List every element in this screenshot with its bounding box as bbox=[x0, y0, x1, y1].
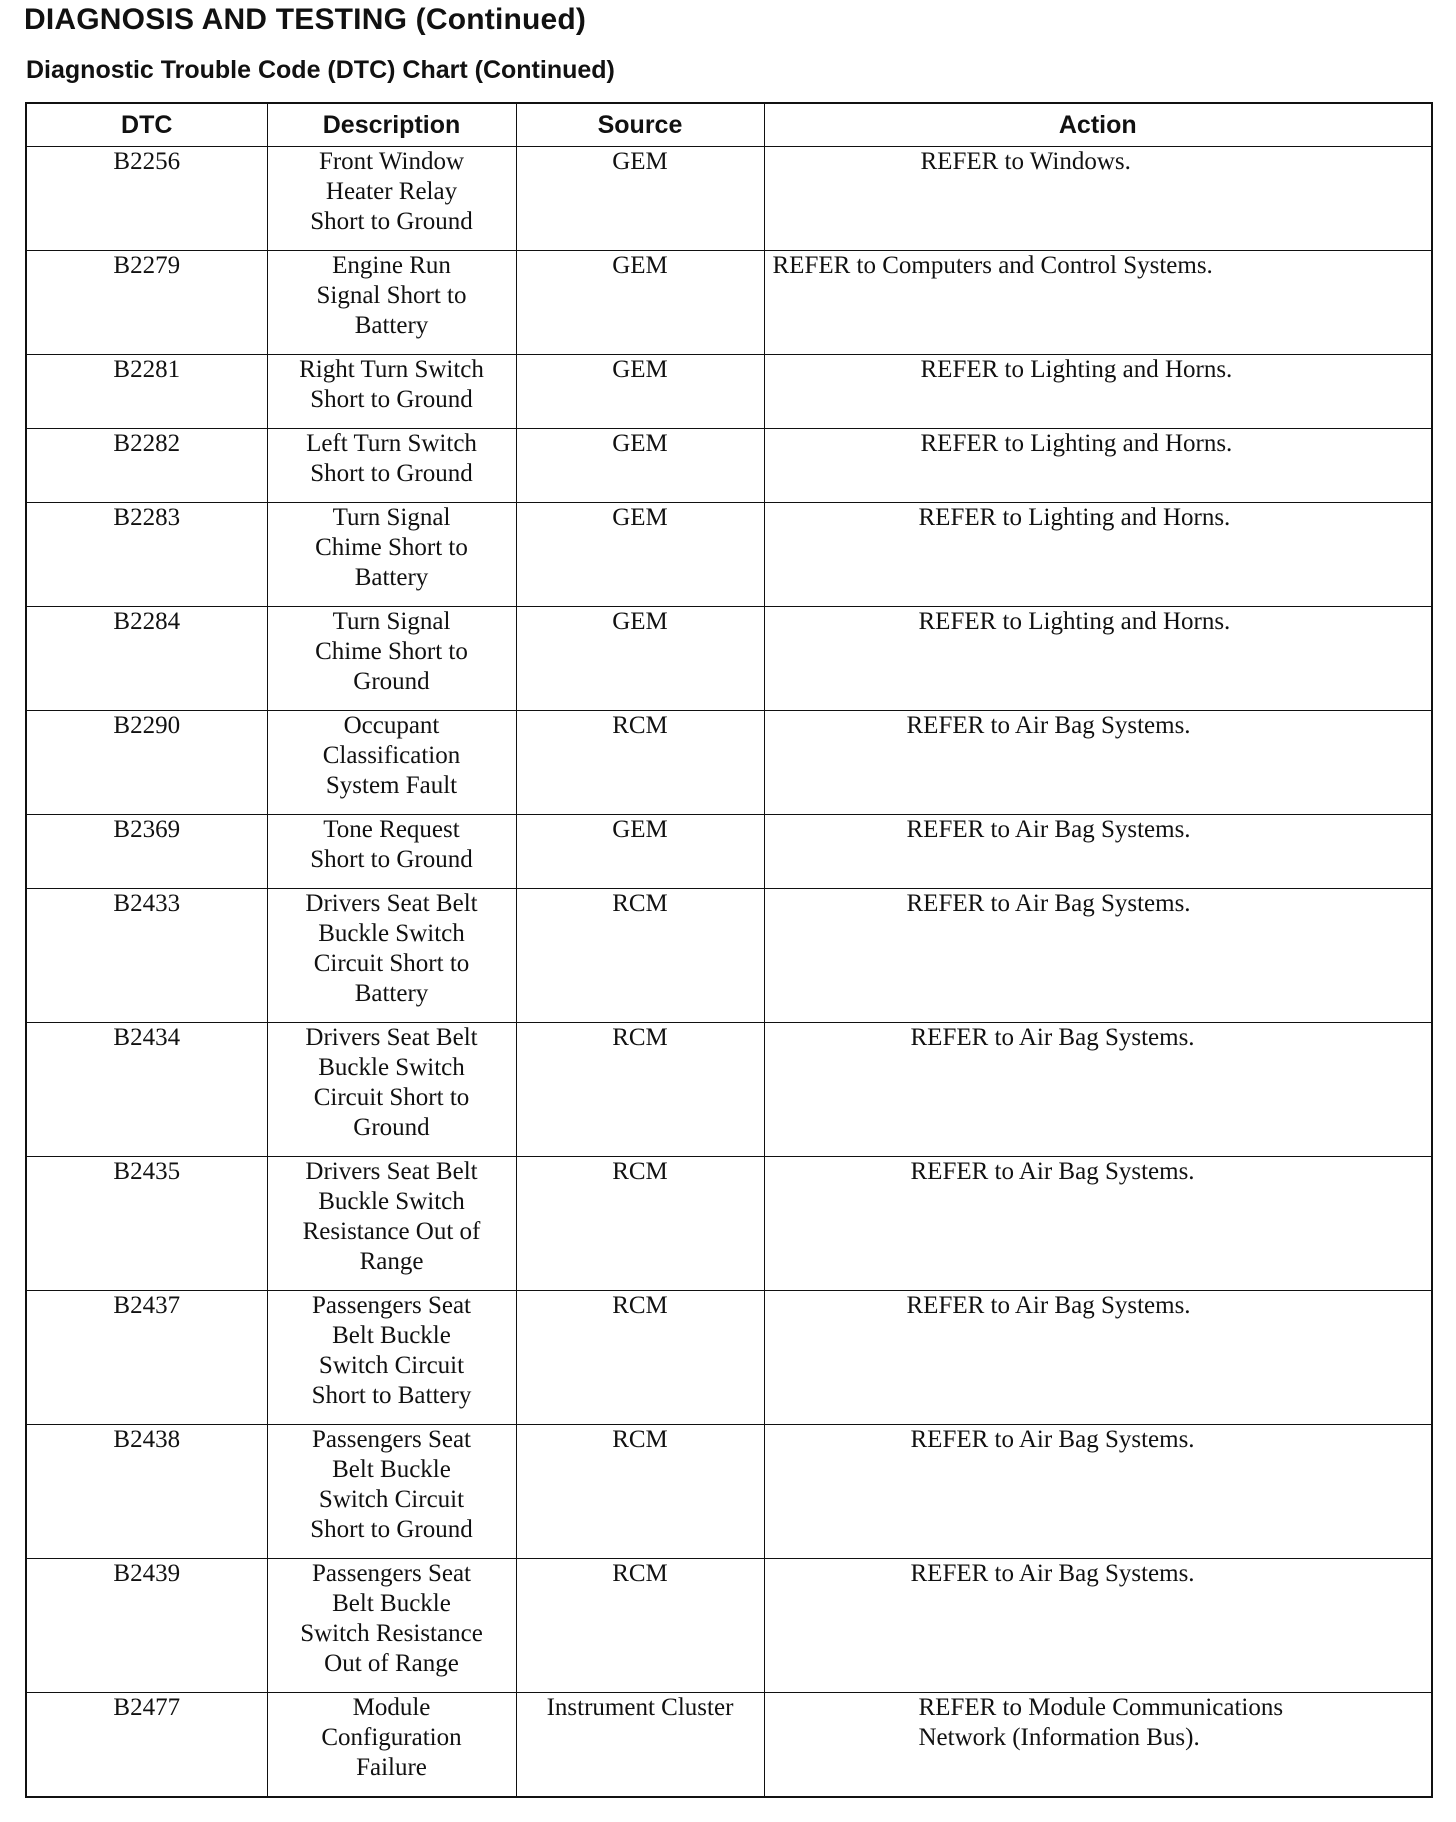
dtc-code-cell: B2290 bbox=[26, 711, 267, 815]
description-line: Battery bbox=[354, 564, 429, 591]
description-cell bbox=[267, 1425, 516, 1559]
source-cell: RCM bbox=[516, 1425, 764, 1559]
description-line: Battery bbox=[354, 312, 429, 339]
action-text: REFER to Lighting and Horns. bbox=[920, 430, 1233, 457]
source-cell: GEM bbox=[516, 251, 764, 355]
description-cell bbox=[267, 1291, 516, 1425]
action-cell bbox=[764, 1693, 1432, 1797]
description-cell bbox=[267, 607, 516, 711]
description-line: Left Turn Switch bbox=[306, 430, 477, 457]
action-text: REFER to Computers and Control Systems. bbox=[772, 252, 1213, 279]
description-cell bbox=[267, 815, 516, 889]
description-line: Switch Circuit bbox=[318, 1486, 465, 1513]
description-line: Battery bbox=[354, 980, 429, 1007]
dtc-code-cell: B2281 bbox=[26, 355, 267, 429]
action-text: REFER to Air Bag Systems. bbox=[910, 1560, 1195, 1587]
dtc-code-cell: B2435 bbox=[26, 1157, 267, 1291]
action-cell bbox=[764, 429, 1432, 503]
action-cell bbox=[764, 1023, 1432, 1157]
description-line: Ground bbox=[353, 668, 430, 695]
description-cell bbox=[267, 1559, 516, 1693]
description-cell bbox=[267, 429, 516, 503]
page-title: DIAGNOSIS AND TESTING (Continued) bbox=[24, 3, 587, 36]
source-cell: RCM bbox=[516, 1291, 764, 1425]
action-text: REFER to Air Bag Systems. bbox=[906, 816, 1191, 843]
description-cell bbox=[267, 251, 516, 355]
table-row bbox=[26, 1157, 1432, 1291]
description-line: Ground bbox=[353, 1114, 430, 1141]
description-line: Passengers Seat bbox=[312, 1426, 471, 1453]
action-cell bbox=[764, 1559, 1432, 1693]
description-line: Occupant bbox=[343, 712, 440, 739]
action-cell bbox=[764, 147, 1432, 251]
source-cell: GEM bbox=[516, 355, 764, 429]
description-line: Tone Request bbox=[323, 816, 460, 843]
description-line: Failure bbox=[356, 1754, 427, 1781]
source-cell: GEM bbox=[516, 429, 764, 503]
table-row bbox=[26, 251, 1432, 355]
description-line: Configuration bbox=[321, 1724, 462, 1751]
dtc-code-cell: B2433 bbox=[26, 889, 267, 1023]
action-text: REFER to Air Bag Systems. bbox=[910, 1158, 1195, 1185]
description-cell bbox=[267, 889, 516, 1023]
source-cell: GEM bbox=[516, 815, 764, 889]
action-text: REFER to Lighting and Horns. bbox=[920, 356, 1233, 383]
table-row bbox=[26, 429, 1432, 503]
description-line: Passengers Seat bbox=[312, 1560, 471, 1587]
description-line: Chime Short to bbox=[315, 534, 468, 561]
action-cell bbox=[764, 503, 1432, 607]
table-row bbox=[26, 1693, 1432, 1797]
action-cell bbox=[764, 1291, 1432, 1425]
description-cell bbox=[267, 1693, 516, 1797]
description-cell bbox=[267, 147, 516, 251]
description-cell bbox=[267, 711, 516, 815]
description-line: Drivers Seat Belt bbox=[305, 890, 478, 917]
action-text: REFER to Lighting and Horns. bbox=[918, 608, 1231, 635]
description-line: Right Turn Switch bbox=[299, 356, 484, 383]
description-line: Short to Ground bbox=[310, 1516, 473, 1543]
table-row bbox=[26, 1023, 1432, 1157]
column-header-source: Source bbox=[516, 103, 764, 147]
dtc-code-cell: B2439 bbox=[26, 1559, 267, 1693]
table-row bbox=[26, 1559, 1432, 1693]
table-row bbox=[26, 711, 1432, 815]
description-line: Engine Run bbox=[332, 252, 451, 279]
dtc-code-cell: B2279 bbox=[26, 251, 267, 355]
description-line: Circuit Short to bbox=[313, 950, 470, 977]
description-line: Front Window bbox=[318, 148, 465, 175]
description-line: Short to Ground bbox=[310, 208, 473, 235]
description-line: Switch Circuit bbox=[318, 1352, 465, 1379]
dtc-code-cell: B2369 bbox=[26, 815, 267, 889]
description-line: Range bbox=[359, 1248, 424, 1275]
description-line: Signal Short to bbox=[316, 282, 467, 309]
table-header-row bbox=[26, 103, 1432, 147]
source-cell: Instrument Cluster bbox=[516, 1693, 764, 1797]
table-row bbox=[26, 147, 1432, 251]
source-cell: RCM bbox=[516, 711, 764, 815]
action-cell bbox=[764, 889, 1432, 1023]
source-cell: RCM bbox=[516, 1559, 764, 1693]
action-text: REFER to Module Communications Network (Information Bus). bbox=[918, 1694, 1284, 1751]
description-line: Belt Buckle bbox=[332, 1590, 451, 1617]
action-text: REFER to Windows. bbox=[920, 148, 1131, 175]
description-line: Drivers Seat Belt bbox=[305, 1158, 478, 1185]
description-line: Heater Relay bbox=[325, 178, 458, 205]
dtc-code-cell: B2477 bbox=[26, 1693, 267, 1797]
dtc-chart-table bbox=[25, 102, 1433, 1798]
description-line: Chime Short to bbox=[315, 638, 468, 665]
description-line: Turn Signal bbox=[332, 504, 451, 531]
action-cell bbox=[764, 1425, 1432, 1559]
column-header-description: Description bbox=[267, 103, 516, 147]
action-text: REFER to Air Bag Systems. bbox=[910, 1426, 1195, 1453]
source-cell: RCM bbox=[516, 889, 764, 1023]
action-cell bbox=[764, 711, 1432, 815]
description-line: Short to Ground bbox=[310, 846, 473, 873]
description-line: Buckle Switch bbox=[318, 1188, 465, 1215]
description-line: Belt Buckle bbox=[332, 1456, 451, 1483]
source-cell: GEM bbox=[516, 503, 764, 607]
description-line: System Fault bbox=[325, 772, 458, 799]
action-cell bbox=[764, 251, 1432, 355]
description-line: Out of Range bbox=[324, 1650, 459, 1677]
description-line: Short to Ground bbox=[310, 460, 473, 487]
description-line: Buckle Switch bbox=[318, 1054, 465, 1081]
dtc-code-cell: B2283 bbox=[26, 503, 267, 607]
action-cell bbox=[764, 1157, 1432, 1291]
dtc-code-cell: B2437 bbox=[26, 1291, 267, 1425]
dtc-code-cell: B2282 bbox=[26, 429, 267, 503]
table-row bbox=[26, 355, 1432, 429]
dtc-code-cell: B2284 bbox=[26, 607, 267, 711]
table-row bbox=[26, 503, 1432, 607]
column-header-dtc: DTC bbox=[26, 103, 267, 147]
dtc-code-cell: B2434 bbox=[26, 1023, 267, 1157]
description-line: Buckle Switch bbox=[318, 920, 465, 947]
description-cell bbox=[267, 355, 516, 429]
source-cell: RCM bbox=[516, 1023, 764, 1157]
dtc-code-cell: B2438 bbox=[26, 1425, 267, 1559]
source-cell: RCM bbox=[516, 1157, 764, 1291]
table-body bbox=[26, 147, 1432, 1797]
section-title: Diagnostic Trouble Code (DTC) Chart (Continued) bbox=[26, 56, 615, 84]
source-cell: GEM bbox=[516, 607, 764, 711]
description-line: Belt Buckle bbox=[332, 1322, 451, 1349]
description-line: Classification bbox=[322, 742, 461, 769]
description-line: Passengers Seat bbox=[312, 1292, 471, 1319]
action-text: REFER to Air Bag Systems. bbox=[906, 712, 1191, 739]
description-line: Turn Signal bbox=[332, 608, 451, 635]
action-text: REFER to Lighting and Horns. bbox=[918, 504, 1231, 531]
table-row bbox=[26, 815, 1432, 889]
description-cell bbox=[267, 1157, 516, 1291]
action-text: REFER to Air Bag Systems. bbox=[906, 890, 1191, 917]
table-row bbox=[26, 1291, 1432, 1425]
description-line: Module bbox=[352, 1694, 431, 1721]
description-line: Short to Ground bbox=[310, 386, 473, 413]
source-cell: GEM bbox=[516, 147, 764, 251]
description-line: Drivers Seat Belt bbox=[305, 1024, 478, 1051]
action-text: REFER to Air Bag Systems. bbox=[910, 1024, 1195, 1051]
action-cell bbox=[764, 355, 1432, 429]
column-header-action: Action bbox=[764, 103, 1432, 147]
description-line: Switch Resistance bbox=[300, 1620, 483, 1647]
description-cell bbox=[267, 503, 516, 607]
action-text: REFER to Air Bag Systems. bbox=[906, 1292, 1191, 1319]
table-row bbox=[26, 607, 1432, 711]
description-line: Resistance Out of bbox=[302, 1218, 481, 1245]
table-row bbox=[26, 889, 1432, 1023]
description-line: Short to Battery bbox=[311, 1382, 472, 1409]
action-cell bbox=[764, 607, 1432, 711]
action-cell bbox=[764, 815, 1432, 889]
table-row bbox=[26, 1425, 1432, 1559]
description-cell bbox=[267, 1023, 516, 1157]
description-line: Circuit Short to bbox=[313, 1084, 470, 1111]
dtc-code-cell: B2256 bbox=[26, 147, 267, 251]
